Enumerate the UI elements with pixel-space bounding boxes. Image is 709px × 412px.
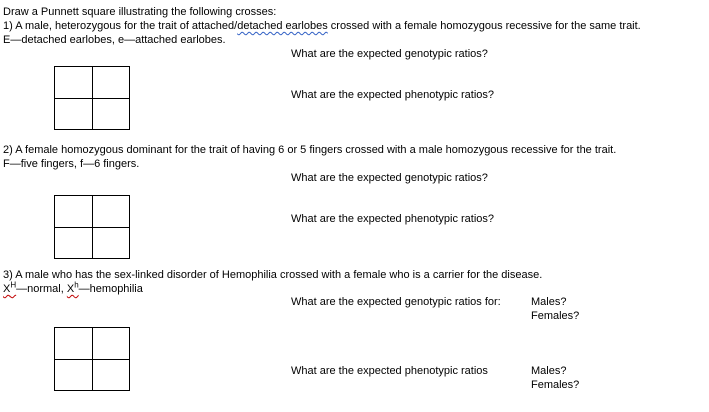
- allele-hemophilia-label: —hemophilia: [78, 283, 143, 295]
- allele-normal-superscript: H: [10, 280, 17, 290]
- allele-hemophilia-symbol: [66, 280, 79, 295]
- allele-hemophilia-superscript: h: [74, 280, 79, 290]
- allele-hemophilia-base: X: [66, 283, 75, 295]
- problem-2-phenotypic-question: What are the expected phenotypic ratios?: [291, 213, 495, 225]
- problem-1-grammar-marked-text: detached earlobes: [237, 20, 328, 32]
- allele-normal-base: X: [3, 283, 11, 295]
- problem-1-statement: [3, 20, 641, 33]
- problem-1-punnett-square: [54, 66, 130, 130]
- problem-3-genotypic-question: What are the expected genotypic ratios for:: [291, 296, 501, 308]
- problem-2-genotypic-question: What are the expected genotypic ratios?: [291, 172, 488, 184]
- problem-1-text-end: crossed with a female homozygous recessive for the same trait.: [327, 20, 641, 32]
- problem-1-phenotypic-question: What are the expected phenotypic ratios?: [291, 89, 495, 101]
- problem-3-phenotypic-males: Males?: [531, 365, 567, 377]
- problem-1-genotypic-question: What are the expected genotypic ratios?: [291, 48, 488, 60]
- problem-3-genotypic-males: Males?: [531, 296, 567, 308]
- allele-normal-symbol: [3, 280, 17, 295]
- allele-normal-label: —normal,: [16, 283, 67, 295]
- problem-3-phenotypic-females: Females?: [531, 379, 580, 391]
- problem-3-genotypic-females: Females?: [531, 310, 580, 322]
- problem-3-statement: 3) A male who has the sex-linked disorder of Hemophilia crossed with a female who is a carrier for the disease.: [3, 269, 543, 281]
- punnett-horizontal-divider: [55, 359, 129, 360]
- problem-2-punnett-square: [54, 195, 130, 259]
- punnett-horizontal-divider: [55, 98, 129, 99]
- problem-3-allele-key: [3, 280, 143, 296]
- problem-1-allele-key: E—detached earlobes, e—attached earlobes.: [3, 34, 226, 46]
- problem-2-statement: 2) A female homozygous dominant for the trait of having 6 or 5 fingers crossed with a male homozygous recessive for the trait.: [3, 144, 617, 156]
- punnett-horizontal-divider: [55, 227, 129, 228]
- problem-3-punnett-square: [54, 327, 130, 391]
- document-header: Draw a Punnett square illustrating the following crosses:: [3, 6, 277, 18]
- problem-3-phenotypic-question: What are the expected phenotypic ratios: [291, 365, 488, 377]
- problem-2-allele-key: F—five fingers, f—6 fingers.: [3, 158, 140, 170]
- problem-1-text-start: 1) A male, heterozygous for the trait of attached/: [3, 20, 238, 32]
